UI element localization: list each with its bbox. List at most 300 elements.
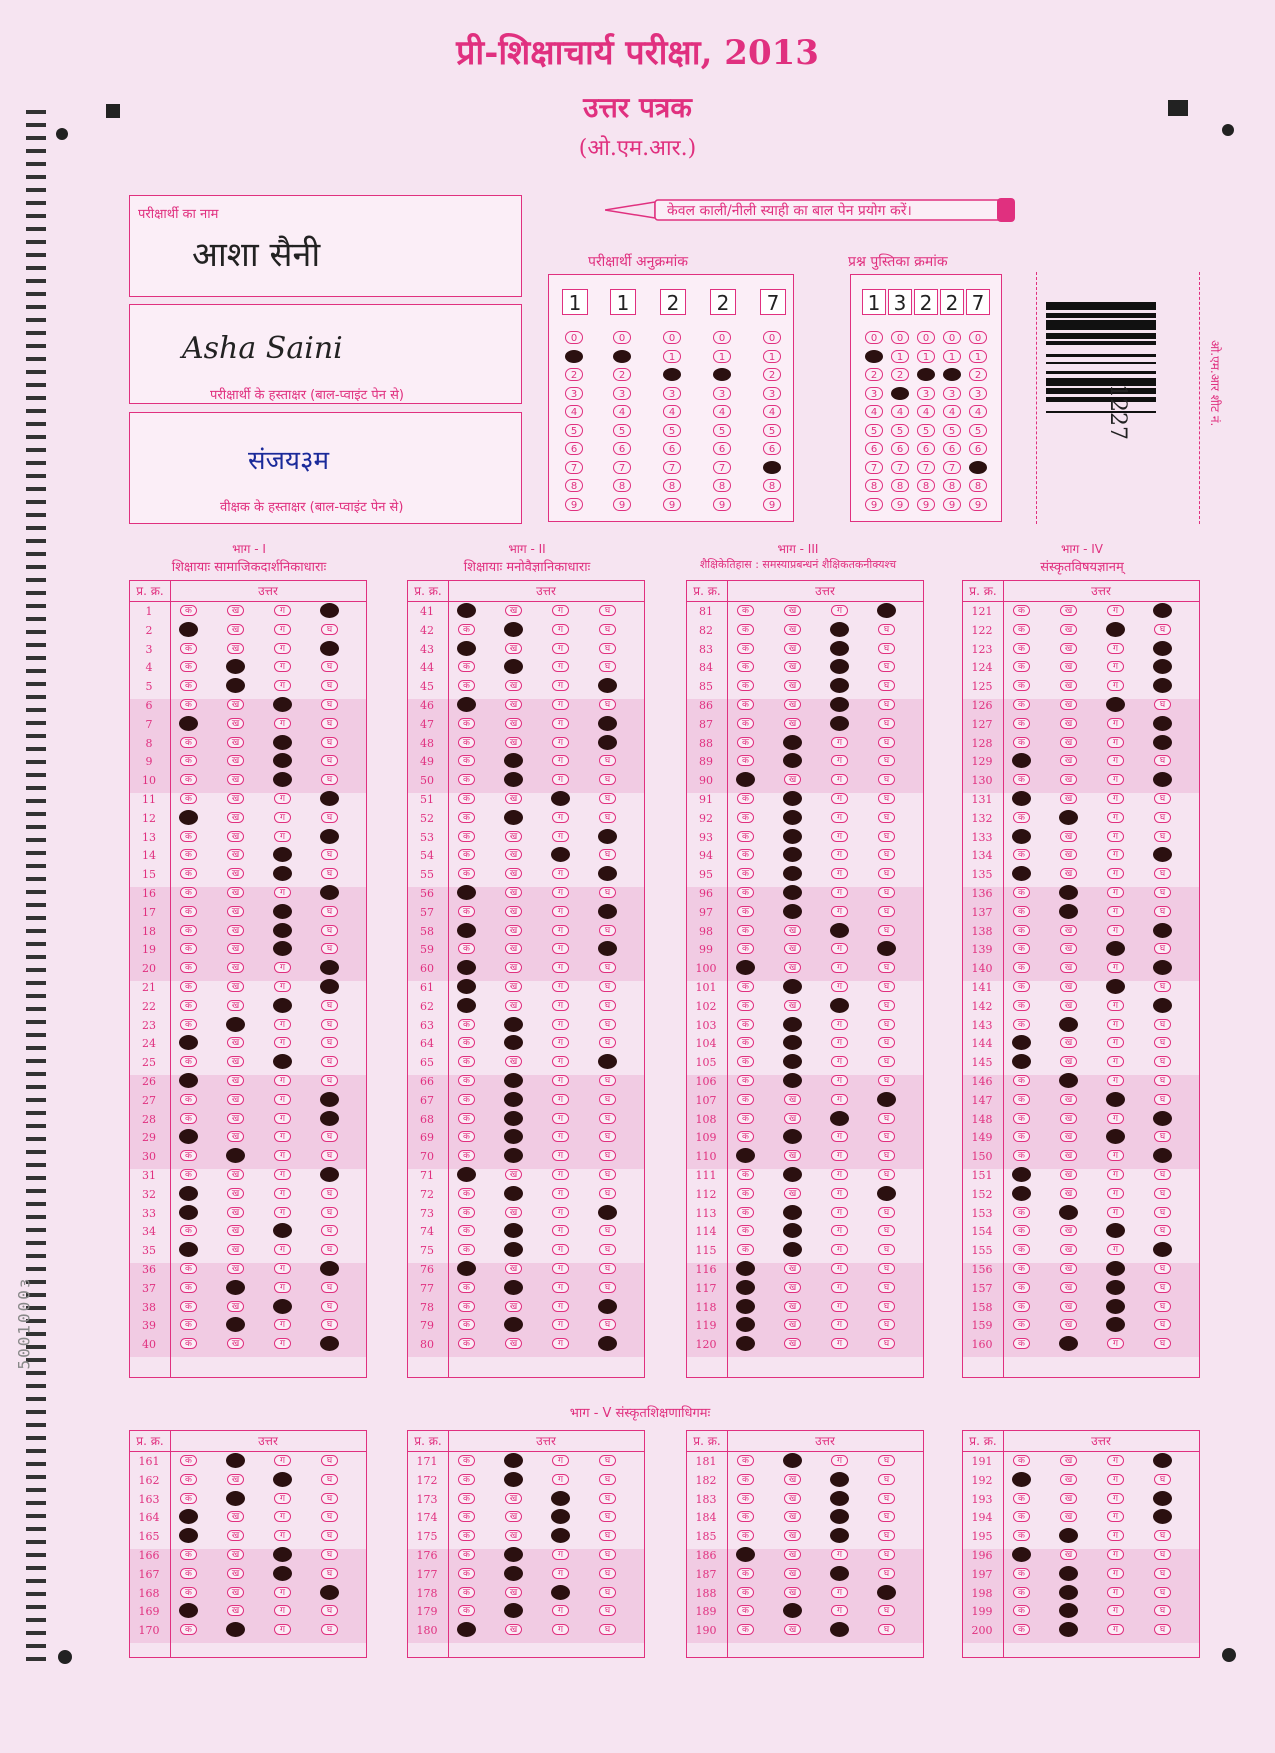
answer-bubble[interactable]: ख [1060,793,1077,804]
answer-bubble[interactable]: क [458,1455,475,1466]
answer-bubble[interactable]: ख [1060,1455,1077,1466]
roll-digit-bubble[interactable]: 7 [663,461,681,474]
booklet-digit-bubble[interactable]: 9 [865,498,883,511]
answer-bubble[interactable]: क [458,1056,475,1067]
answer-bubble[interactable]: ग [831,868,848,879]
answer-bubble[interactable] [504,1547,523,1562]
answer-bubble[interactable]: ख [1060,605,1077,616]
answer-bubble[interactable]: घ [599,1624,616,1635]
roll-digit-bubble[interactable]: 2 [763,368,781,381]
roll-digit-bubble[interactable]: 0 [663,331,681,344]
answer-bubble[interactable] [551,1528,570,1543]
booklet-digit-bubble[interactable]: 7 [943,461,961,474]
answer-bubble[interactable]: ख [227,1094,244,1105]
answer-bubble[interactable]: क [1013,1568,1030,1579]
booklet-digit-bubble[interactable]: 2 [891,368,909,381]
answer-bubble[interactable]: क [180,1094,197,1105]
answer-bubble[interactable] [1106,1223,1125,1238]
answer-bubble[interactable]: क [737,624,754,635]
roll-digit-bubble[interactable]: 3 [763,387,781,400]
answer-bubble[interactable]: ख [227,1225,244,1236]
answer-bubble[interactable]: क [458,812,475,823]
answer-bubble[interactable]: घ [878,1319,895,1330]
answer-bubble[interactable] [504,1472,523,1487]
roll-digit-bubble[interactable] [713,368,731,381]
answer-bubble[interactable]: घ [321,1075,338,1086]
answer-bubble[interactable]: ग [831,812,848,823]
answer-bubble[interactable]: ग [831,1169,848,1180]
answer-bubble[interactable]: ख [784,1474,801,1485]
answer-bubble[interactable]: क [737,849,754,860]
answer-bubble[interactable]: क [180,925,197,936]
answer-bubble[interactable]: घ [878,1056,895,1067]
booklet-digit-bubble[interactable]: 2 [969,368,987,381]
answer-bubble[interactable]: क [1013,699,1030,710]
answer-bubble[interactable]: घ [599,1150,616,1161]
answer-bubble[interactable] [783,735,802,750]
answer-bubble[interactable] [226,1453,245,1468]
answer-bubble[interactable]: क [180,943,197,954]
answer-bubble[interactable]: ग [831,887,848,898]
answer-bubble[interactable]: ग [274,661,291,672]
answer-bubble[interactable]: क [180,1000,197,1011]
answer-bubble[interactable]: ख [227,718,244,729]
answer-bubble[interactable]: ग [552,1455,569,1466]
answer-bubble[interactable]: घ [1154,624,1171,635]
answer-bubble[interactable]: ग [274,643,291,654]
answer-bubble[interactable]: ख [505,1624,522,1635]
answer-bubble[interactable]: ग [274,1131,291,1142]
booklet-digit-bubble[interactable] [891,387,909,400]
answer-bubble[interactable]: ग [552,1549,569,1560]
answer-bubble[interactable] [736,1547,755,1562]
answer-bubble[interactable] [504,810,523,825]
answer-bubble[interactable]: ग [552,774,569,785]
roll-digit-bubble[interactable]: 8 [613,479,631,492]
answer-bubble[interactable]: ग [274,831,291,842]
answer-bubble[interactable] [1012,1547,1031,1562]
answer-bubble[interactable] [551,791,570,806]
answer-bubble[interactable]: क [737,1244,754,1255]
answer-bubble[interactable]: घ [599,661,616,672]
answer-bubble[interactable]: ग [274,1019,291,1030]
answer-bubble[interactable]: क [737,906,754,917]
answer-bubble[interactable]: ग [1107,962,1124,973]
answer-bubble[interactable]: ख [1060,1000,1077,1011]
answer-bubble[interactable]: घ [321,943,338,954]
answer-bubble[interactable] [830,998,849,1013]
answer-bubble[interactable]: ग [1107,1605,1124,1616]
answer-bubble[interactable]: ख [505,1263,522,1274]
answer-bubble[interactable]: ख [505,793,522,804]
answer-bubble[interactable] [226,1017,245,1032]
answer-bubble[interactable]: ख [227,1338,244,1349]
answer-bubble[interactable] [783,866,802,881]
answer-bubble[interactable]: क [458,906,475,917]
answer-bubble[interactable]: घ [878,981,895,992]
answer-bubble[interactable]: ख [1060,1113,1077,1124]
roll-digit-bubble[interactable]: 6 [663,442,681,455]
answer-bubble[interactable]: क [180,755,197,766]
answer-bubble[interactable]: ग [1107,680,1124,691]
answer-bubble[interactable]: क [1013,1493,1030,1504]
answer-bubble[interactable]: क [458,624,475,635]
answer-bubble[interactable]: घ [321,624,338,635]
answer-bubble[interactable]: घ [321,1319,338,1330]
booklet-digit-bubble[interactable]: 8 [891,479,909,492]
answer-bubble[interactable]: घ [1154,755,1171,766]
answer-bubble[interactable]: घ [878,1150,895,1161]
answer-bubble[interactable]: ग [274,887,291,898]
answer-bubble[interactable] [551,847,570,862]
answer-bubble[interactable]: ख [784,680,801,691]
answer-bubble[interactable]: क [737,1056,754,1067]
answer-bubble[interactable]: क [458,1319,475,1330]
answer-bubble[interactable]: घ [321,755,338,766]
answer-bubble[interactable]: घ [321,1474,338,1485]
answer-bubble[interactable]: क [180,981,197,992]
answer-bubble[interactable]: ग [831,1056,848,1067]
answer-bubble[interactable] [877,603,896,618]
roll-digit-bubble[interactable]: 9 [613,498,631,511]
answer-bubble[interactable]: ख [1060,1493,1077,1504]
answer-bubble[interactable]: ग [552,1075,569,1086]
roll-digit-bubble[interactable] [763,461,781,474]
answer-bubble[interactable]: घ [321,812,338,823]
answer-bubble[interactable] [598,1299,617,1314]
answer-bubble[interactable]: क [180,737,197,748]
roll-digit-bubble[interactable]: 9 [763,498,781,511]
answer-bubble[interactable]: ख [505,737,522,748]
answer-bubble[interactable]: क [180,1587,197,1598]
answer-bubble[interactable]: ग [552,981,569,992]
answer-bubble[interactable]: क [180,962,197,973]
answer-bubble[interactable] [783,829,802,844]
answer-bubble[interactable]: क [458,1568,475,1579]
answer-bubble[interactable]: घ [1154,868,1171,879]
answer-bubble[interactable] [1106,622,1125,637]
answer-bubble[interactable]: ख [784,1511,801,1522]
answer-bubble[interactable] [830,659,849,674]
answer-bubble[interactable]: क [180,605,197,616]
answer-bubble[interactable]: ग [552,1000,569,1011]
answer-bubble[interactable] [504,1223,523,1238]
answer-bubble[interactable]: ख [227,1188,244,1199]
answer-bubble[interactable]: ग [274,1493,291,1504]
answer-bubble[interactable] [1059,1585,1078,1600]
answer-bubble[interactable]: ख [227,1169,244,1180]
answer-bubble[interactable]: घ [878,887,895,898]
answer-bubble[interactable]: क [458,1019,475,1030]
answer-bubble[interactable] [226,659,245,674]
answer-bubble[interactable]: ख [505,906,522,917]
answer-bubble[interactable] [1106,1299,1125,1314]
answer-bubble[interactable] [226,678,245,693]
answer-bubble[interactable]: क [1013,1624,1030,1635]
answer-bubble[interactable]: ग [274,1075,291,1086]
answer-bubble[interactable]: घ [599,1455,616,1466]
answer-bubble[interactable]: ग [274,812,291,823]
answer-bubble[interactable]: घ [1154,812,1171,823]
answer-bubble[interactable]: घ [321,699,338,710]
answer-bubble[interactable]: ख [227,943,244,954]
answer-bubble[interactable] [273,904,292,919]
roll-digit-bubble[interactable]: 2 [613,368,631,381]
answer-bubble[interactable] [320,641,339,656]
answer-bubble[interactable]: ख [1060,1056,1077,1067]
answer-bubble[interactable]: क [180,1056,197,1067]
answer-bubble[interactable] [1153,603,1172,618]
answer-bubble[interactable]: क [737,737,754,748]
answer-bubble[interactable]: घ [599,1568,616,1579]
answer-bubble[interactable]: क [737,943,754,954]
answer-bubble[interactable]: घ [321,1131,338,1142]
answer-bubble[interactable]: ख [505,1169,522,1180]
answer-bubble[interactable]: क [180,1624,197,1635]
answer-bubble[interactable]: ग [831,981,848,992]
answer-bubble[interactable]: ख [227,962,244,973]
answer-bubble[interactable]: घ [1154,1263,1171,1274]
answer-bubble[interactable]: ग [831,755,848,766]
answer-bubble[interactable]: क [1013,774,1030,785]
answer-bubble[interactable]: ग [831,943,848,954]
answer-bubble[interactable]: ग [274,605,291,616]
answer-bubble[interactable]: क [737,1169,754,1180]
answer-bubble[interactable]: क [180,868,197,879]
answer-bubble[interactable]: घ [321,1056,338,1067]
answer-bubble[interactable]: घ [321,774,338,785]
booklet-digit-bubble[interactable]: 1 [891,350,909,363]
answer-bubble[interactable]: क [1013,1113,1030,1124]
answer-bubble[interactable] [1012,1035,1031,1050]
roll-digit-bubble[interactable]: 9 [565,498,583,511]
answer-bubble[interactable]: घ [1154,906,1171,917]
answer-bubble[interactable]: घ [599,643,616,654]
answer-bubble[interactable]: ग [552,605,569,616]
answer-bubble[interactable]: क [737,1037,754,1048]
answer-bubble[interactable]: ख [1060,661,1077,672]
answer-bubble[interactable] [830,1528,849,1543]
roll-digit-bubble[interactable]: 5 [565,424,583,437]
answer-bubble[interactable]: ख [1060,699,1077,710]
answer-bubble[interactable]: घ [878,1037,895,1048]
answer-bubble[interactable] [1153,678,1172,693]
booklet-digit-bubble[interactable]: 8 [917,479,935,492]
answer-bubble[interactable]: ख [1060,1282,1077,1293]
answer-bubble[interactable]: ख [227,1549,244,1560]
answer-bubble[interactable] [1012,1186,1031,1201]
answer-bubble[interactable]: ख [784,1568,801,1579]
answer-bubble[interactable]: क [458,1474,475,1485]
answer-bubble[interactable]: क [737,1000,754,1011]
answer-bubble[interactable]: ग [831,1587,848,1598]
answer-bubble[interactable]: ग [552,718,569,729]
answer-bubble[interactable] [179,810,198,825]
answer-bubble[interactable] [1153,641,1172,656]
answer-bubble[interactable]: घ [599,925,616,936]
answer-bubble[interactable]: ग [552,1263,569,1274]
answer-bubble[interactable]: क [1013,661,1030,672]
booklet-digit-bubble[interactable]: 6 [943,442,961,455]
answer-bubble[interactable]: ख [784,624,801,635]
booklet-digit-bubble[interactable] [969,461,987,474]
answer-bubble[interactable]: क [737,680,754,691]
answer-bubble[interactable]: क [1013,849,1030,860]
answer-bubble[interactable]: क [180,1493,197,1504]
answer-bubble[interactable]: घ [878,680,895,691]
answer-bubble[interactable]: घ [599,962,616,973]
booklet-digit-bubble[interactable]: 4 [943,405,961,418]
answer-bubble[interactable] [273,735,292,750]
answer-bubble[interactable]: क [737,1075,754,1086]
answer-bubble[interactable]: घ [1154,1188,1171,1199]
answer-bubble[interactable]: ग [831,1075,848,1086]
answer-bubble[interactable]: ग [831,1338,848,1349]
answer-bubble[interactable]: क [180,906,197,917]
answer-bubble[interactable] [273,866,292,881]
answer-bubble[interactable]: ख [784,1301,801,1312]
answer-bubble[interactable]: घ [878,1113,895,1124]
answer-bubble[interactable]: क [1013,906,1030,917]
answer-bubble[interactable] [1106,979,1125,994]
answer-bubble[interactable]: ग [1107,1037,1124,1048]
answer-bubble[interactable]: ख [1060,1094,1077,1105]
booklet-digit-bubble[interactable]: 1 [917,350,935,363]
answer-bubble[interactable]: ख [1060,718,1077,729]
answer-bubble[interactable]: ख [227,1207,244,1218]
roll-digit-bubble[interactable]: 6 [565,442,583,455]
answer-bubble[interactable]: क [458,1075,475,1086]
answer-bubble[interactable]: घ [1154,1075,1171,1086]
answer-bubble[interactable]: घ [321,1225,338,1236]
answer-bubble[interactable]: ग [831,1549,848,1560]
answer-bubble[interactable]: क [1013,1455,1030,1466]
answer-bubble[interactable]: ख [1060,1511,1077,1522]
answer-bubble[interactable]: घ [321,1624,338,1635]
answer-bubble[interactable]: ग [552,624,569,635]
answer-bubble[interactable]: क [737,1587,754,1598]
answer-bubble[interactable] [877,1092,896,1107]
answer-bubble[interactable]: घ [321,1037,338,1048]
answer-bubble[interactable]: घ [1154,831,1171,842]
roll-digit-bubble[interactable]: 8 [565,479,583,492]
answer-bubble[interactable] [1059,904,1078,919]
answer-bubble[interactable]: ग [831,774,848,785]
answer-bubble[interactable]: ख [505,831,522,842]
answer-bubble[interactable]: घ [1154,1568,1171,1579]
answer-bubble[interactable]: क [737,1530,754,1541]
answer-bubble[interactable] [1012,866,1031,881]
answer-bubble[interactable]: घ [321,1511,338,1522]
booklet-digit-bubble[interactable]: 0 [943,331,961,344]
answer-bubble[interactable]: घ [599,1075,616,1086]
answer-bubble[interactable] [273,1566,292,1581]
answer-bubble[interactable]: क [458,1605,475,1616]
answer-bubble[interactable]: क [180,1263,197,1274]
answer-bubble[interactable]: ख [227,1056,244,1067]
answer-bubble[interactable]: घ [878,699,895,710]
answer-bubble[interactable]: ख [784,605,801,616]
answer-bubble[interactable]: क [1013,1282,1030,1293]
answer-bubble[interactable]: क [1013,1225,1030,1236]
answer-bubble[interactable]: घ [599,1605,616,1616]
answer-bubble[interactable]: घ [599,812,616,823]
answer-bubble[interactable]: क [458,1511,475,1522]
answer-bubble[interactable]: क [1013,962,1030,973]
answer-bubble[interactable] [504,622,523,637]
answer-bubble[interactable] [226,1491,245,1506]
answer-bubble[interactable]: घ [1154,943,1171,954]
answer-bubble[interactable]: ग [1107,868,1124,879]
answer-bubble[interactable] [830,1491,849,1506]
answer-bubble[interactable]: ग [831,1019,848,1030]
answer-bubble[interactable]: क [1013,643,1030,654]
answer-bubble[interactable]: घ [1154,1094,1171,1105]
answer-bubble[interactable]: घ [321,680,338,691]
answer-bubble[interactable]: ग [552,831,569,842]
answer-bubble[interactable] [1059,1528,1078,1543]
answer-bubble[interactable]: घ [878,718,895,729]
answer-bubble[interactable]: घ [599,793,616,804]
booklet-digit-bubble[interactable]: 3 [917,387,935,400]
answer-bubble[interactable]: क [737,793,754,804]
answer-bubble[interactable]: घ [1154,699,1171,710]
answer-bubble[interactable] [598,904,617,919]
answer-bubble[interactable]: ग [1107,755,1124,766]
answer-bubble[interactable]: क [1013,1094,1030,1105]
answer-bubble[interactable]: घ [599,1493,616,1504]
answer-bubble[interactable] [1012,1472,1031,1487]
booklet-digit-bubble[interactable]: 8 [943,479,961,492]
answer-bubble[interactable] [783,1073,802,1088]
answer-bubble[interactable]: ग [831,737,848,748]
answer-bubble[interactable]: क [458,868,475,879]
answer-bubble[interactable]: क [180,1474,197,1485]
answer-bubble[interactable]: ग [1107,1511,1124,1522]
answer-bubble[interactable]: ग [552,1474,569,1485]
answer-bubble[interactable]: ख [1060,1301,1077,1312]
answer-bubble[interactable] [1153,1453,1172,1468]
answer-bubble[interactable] [504,1280,523,1295]
answer-bubble[interactable]: ग [831,1263,848,1274]
answer-bubble[interactable]: क [458,1037,475,1048]
answer-bubble[interactable] [179,1073,198,1088]
answer-bubble[interactable]: ग [274,1319,291,1330]
answer-bubble[interactable]: ग [1107,1587,1124,1598]
answer-bubble[interactable]: क [1013,1207,1030,1218]
booklet-digit-bubble[interactable]: 4 [917,405,935,418]
answer-bubble[interactable]: ग [274,1207,291,1218]
answer-bubble[interactable]: ख [1060,925,1077,936]
answer-bubble[interactable] [273,1054,292,1069]
answer-bubble[interactable]: घ [878,1282,895,1293]
answer-bubble[interactable] [783,1017,802,1032]
answer-bubble[interactable]: घ [878,737,895,748]
answer-bubble[interactable]: ख [227,1075,244,1086]
booklet-digit-bubble[interactable]: 3 [969,387,987,400]
answer-bubble[interactable]: घ [878,1263,895,1274]
answer-bubble[interactable] [830,1509,849,1524]
answer-bubble[interactable]: ग [831,1131,848,1142]
answer-bubble[interactable]: घ [878,1019,895,1030]
answer-bubble[interactable]: घ [1154,1169,1171,1180]
answer-bubble[interactable]: घ [1154,1587,1171,1598]
answer-bubble[interactable]: ग [552,1113,569,1124]
answer-bubble[interactable]: ख [505,1056,522,1067]
answer-bubble[interactable] [179,1205,198,1220]
answer-bubble[interactable]: ग [552,1605,569,1616]
answer-bubble[interactable]: ग [274,680,291,691]
